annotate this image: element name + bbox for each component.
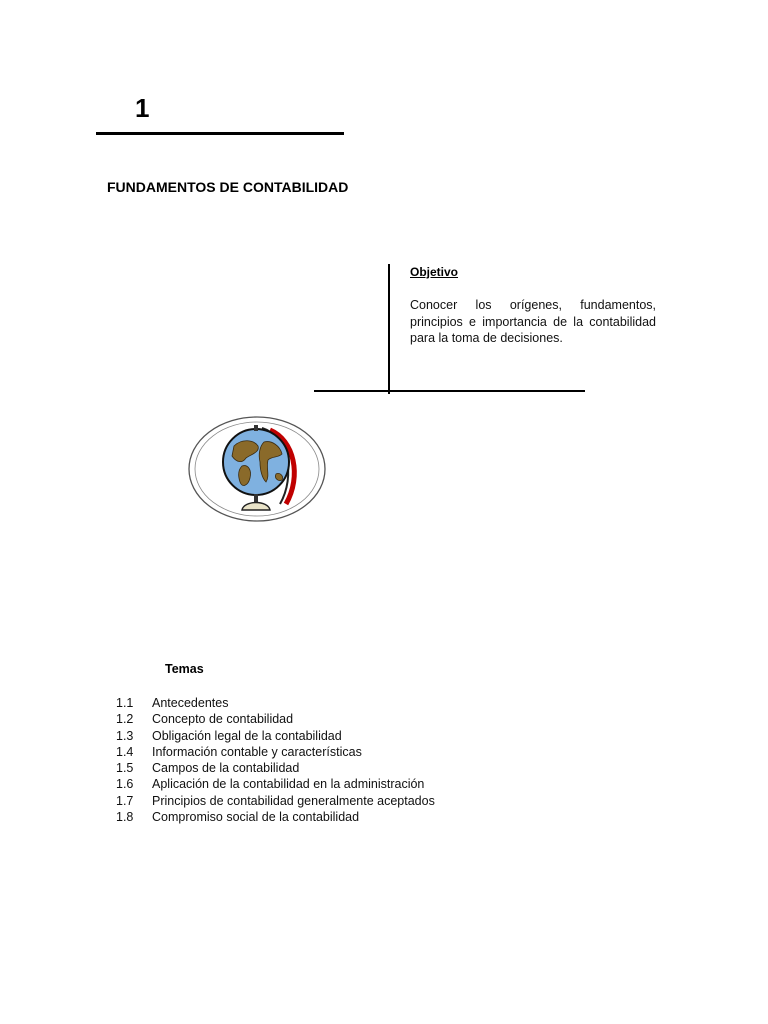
- objective-horizontal-rule: [314, 390, 585, 392]
- topic-label: Obligación legal de la contabilidad: [152, 728, 342, 743]
- globe-icon: [186, 414, 328, 524]
- chapter-number: 1: [135, 93, 150, 123]
- topic-label: Antecedentes: [152, 696, 229, 710]
- topic-number: 1.6: [116, 777, 134, 792]
- objective-text: Conocer los orígenes, fundamentos, principios e importancia de la contabilidad para la toma de decisiones.: [410, 298, 656, 345]
- topic-item: [116, 809, 435, 825]
- topic-label: Campos de la contabilidad: [152, 761, 300, 776]
- topics-list: [116, 695, 435, 825]
- topic-label: Compromiso social de la contabilidad: [152, 810, 360, 825]
- topic-label: Información contable y características: [152, 744, 362, 759]
- chapter-divider: [96, 132, 344, 135]
- topic-item: [116, 711, 435, 727]
- topic-item: [116, 793, 435, 809]
- topic-label: Aplicación de la contabilidad en la administración: [152, 777, 425, 792]
- topic-number: 1.5: [116, 761, 134, 776]
- topic-number: 1.4: [116, 744, 134, 759]
- topic-number: 1.2: [116, 712, 134, 727]
- topic-number: 1.3: [116, 728, 134, 743]
- topic-item: [116, 744, 435, 760]
- objective-vertical-rule: [388, 264, 390, 394]
- topics-heading: Temas: [165, 662, 204, 676]
- topic-item: [116, 728, 435, 744]
- topic-label: Principios de contabilidad generalmente aceptados: [152, 793, 435, 808]
- topic-item: [116, 776, 435, 792]
- objective-heading: Objetivo: [410, 265, 459, 279]
- topic-item: [116, 760, 435, 776]
- topic-number: 1.8: [116, 810, 134, 825]
- topic-item: [116, 695, 435, 711]
- chapter-title: FUNDAMENTOS DE CONTABILIDAD: [107, 179, 349, 195]
- topic-number: 1.7: [116, 793, 134, 808]
- topic-label: Concepto de contabilidad: [152, 712, 294, 727]
- topic-number: 1.1: [116, 696, 134, 710]
